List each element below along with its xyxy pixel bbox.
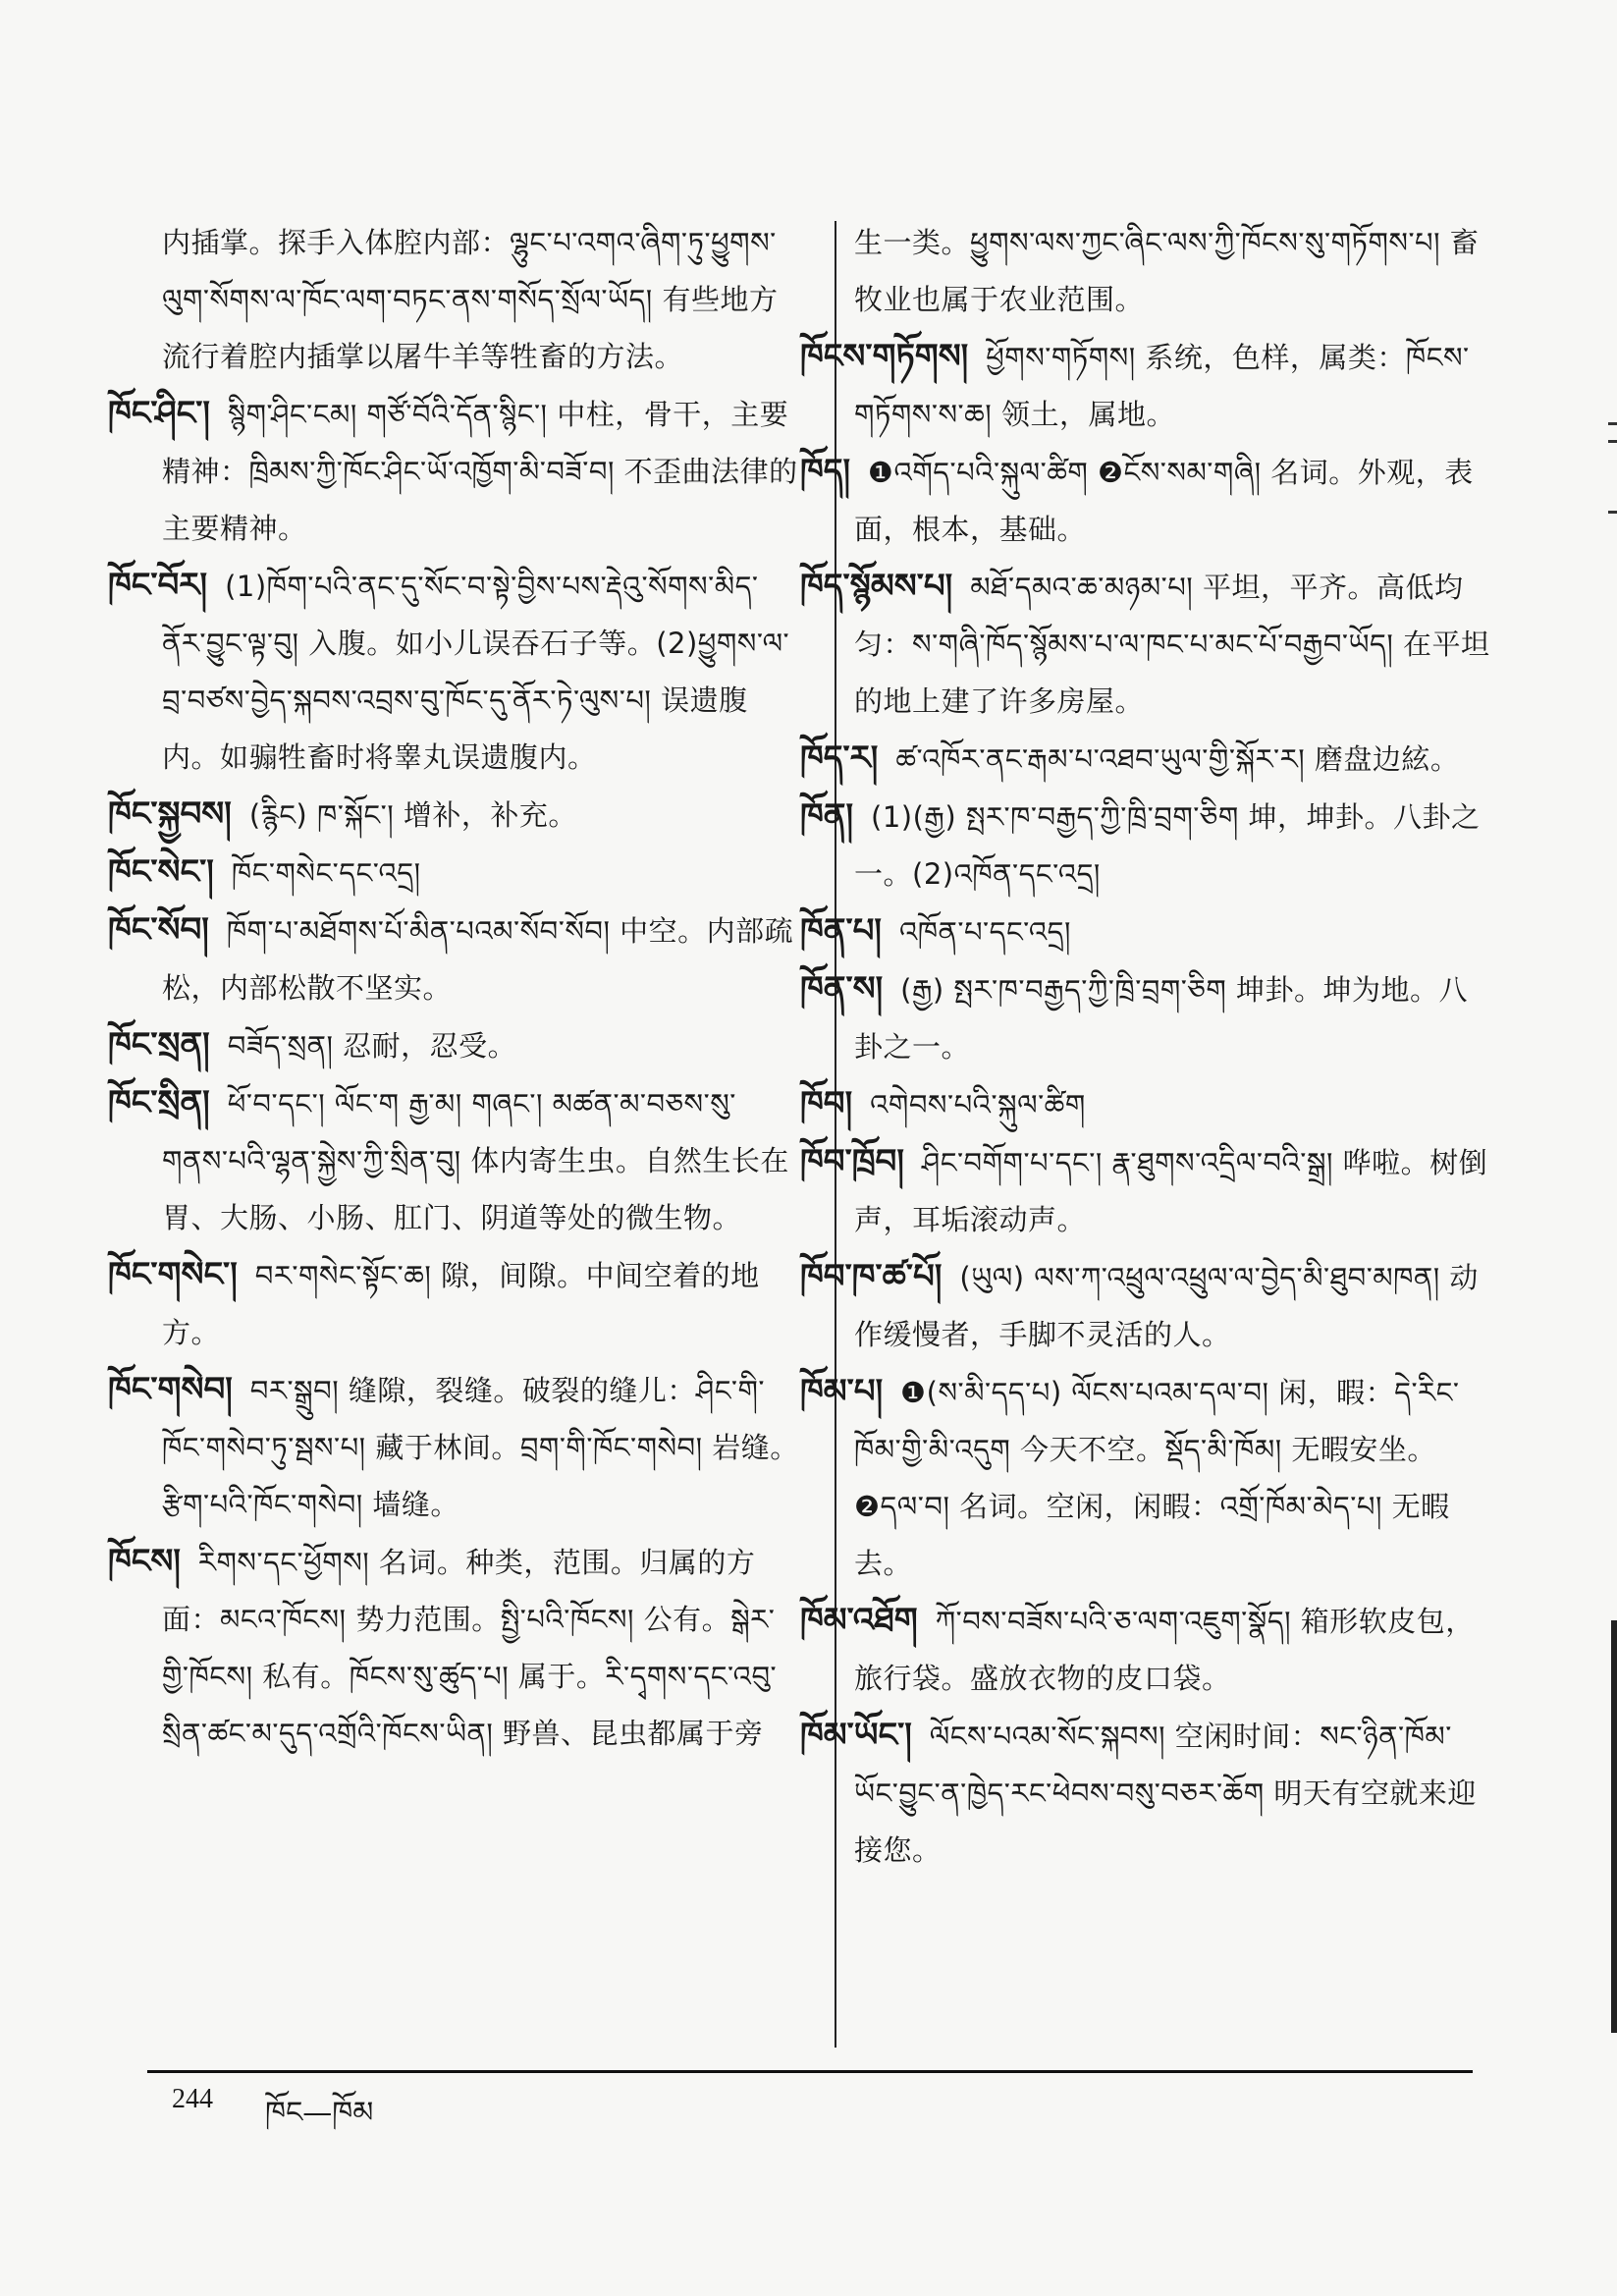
entry-definition: ཀོ་བས་བཟོས་པའི་ཅ་ལག་འཇུག་སྣོད། 箱形软皮包，旅行袋。盛放衣物的皮口袋。 [854,1605,1475,1695]
entry-headword: ཁོད་སྙོམས་པ། [800,567,953,606]
dictionary-entry [800,1075,1492,1133]
dictionary-entry [800,1363,1492,1592]
entry-definition: ❶(ས་མི་དད་པ) ལོངས་པའམ་དལ་བ། 闲，暇：དེ་རིང་ཁོམ་གྱི་མི་འདུག 今天不空。སྡོད་མི་ཁོམ། 无暇安坐。❷དལ་བ། 名词。空闲，闲暇：འགྲོ་ཁོམ་མེད་པ། 无暇去。 [854,1376,1460,1580]
dictionary-entry [800,1592,1492,1707]
dictionary-entry [108,786,800,844]
margin-mark [1608,422,1617,425]
entry-headword: ཁོན་ས། [800,969,884,1009]
entry-definition: (1)ཁོག་པའི་ནང་དུ་སོང་བ་སྟེ་བྱིས་པས་རྡེའུ་སོགས་མིད་ནོར་བྱུང་ལྟ་བུ། 入腹。如小儿误吞石子等。(2)ཕྱུགས་ལ་བྲ་བཙས་བྱེད་སྐབས་འབྲས་བུ་ཁོང་དུ་ནོར་ཏེ་ལུས་པ། 误遗腹内。如骟牲畜时将睾丸误遗腹内。 [162,570,790,774]
entry-headword: ཁོམ་ཡོང་། [800,1716,912,1755]
entry-definition: ❶འགོད་པའི་སྐུལ་ཚིག ❷ངོས་སམ་གཞི། 名词。外观，表面，根本，基础。 [854,456,1474,546]
entry-headword: ཁོན། [800,796,854,836]
dictionary-entry [108,1361,800,1533]
dictionary-entry [108,1246,800,1361]
dictionary-entry [162,214,800,385]
entry-definition: བཟོད་སྲན། 忍耐，忍受。 [227,1029,517,1063]
running-head: ཁོང—ཁོམ [265,2096,374,2130]
entry-definition: བར་སྒྲུབ། 缝隙，裂缝。破裂的缝儿：ཤིང་གི་ཁོང་གསེབ་ཏུ་སྦས་པ། 藏于林间。བྲག་གི་ཁོང་གསེབ། 岩缝。རྩིག་པའི་ཁོང་གསེབ། 墙缝。 [162,1374,799,1521]
dictionary-entry [108,1074,800,1246]
entry-definition: བར་གསེང་སྟོང་ཆ། 隙，间隙。中间空着的地方。 [162,1259,760,1349]
entry-headword: ཁོང་ཤིང་། [108,394,210,433]
margin-mark [1608,440,1617,443]
footer-rule [147,2070,1473,2073]
entry-definition: ཁོག་པ་མཐོགས་པོ་མིན་པའམ་སོབ་སོབ། 中空。内部疏松，内部松散不坚实。 [162,914,794,1005]
entry-headword: ཁོང་སྲན། [108,1025,210,1065]
entry-definition: ཕྱོགས་གཏོགས། 系统，色样，属类：ཁོངས་གཏོགས་ས་ཆ། 领土，属地。 [854,341,1470,431]
dictionary-entry [800,902,1492,960]
entry-definition: ཚ་འཁོར་ནང་རྒམ་པ་འཐབ་ཡུལ་གྱི་སྐོར་ར། 磨盘边絃。 [895,742,1460,776]
page-number: 244 [172,2084,213,2114]
entry-headword: ཁོང་སོབ། [108,910,209,950]
entry-definition: 内插掌。探手入体腔内部：ལྷུང་པ་འགའ་ཞིག་ཏུ་ཕྱུགས་ལུག་སོགས་ལ་ཁོང་ལག་བཏང་ནས་གསོད་སྲོལ་ཡོད། 有些地方流行着腔内插掌以屠牛羊等牲畜的方法。 [162,226,779,373]
entry-headword: ཁོང་སེང་། [108,852,214,892]
dictionary-entry [800,730,1492,788]
column-divider [835,221,836,2048]
dictionary-entry [854,214,1492,328]
entry-headword: ཁོན་པ། [800,911,882,951]
right-column [800,214,1492,1879]
dictionary-entry [108,1016,800,1074]
entry-definition: (ཡུལ) ལས་ཀ་འཕྲུལ་འཕྲུལ་ལ་བྱེད་མི་ཐུབ་མཁན། 动作缓慢者，手脚不灵活的人。 [854,1261,1479,1351]
entry-headword: ཁོམ་པ། [800,1372,884,1411]
entry-definition: འགེབས་པའི་སྐུལ་ཚིག [870,1088,1086,1121]
entry-headword: ཁོང་གསེབ། [108,1370,233,1409]
dictionary-entry [800,788,1492,902]
thumb-index-tab [1611,1620,1617,2033]
dictionary-entry [108,557,800,786]
dictionary-entry [800,328,1492,443]
entry-headword: ཁོབ་ཁྲོབ། [800,1142,904,1181]
entry-definition: ཁོང་གསེང་དང་འདྲ། [231,856,421,890]
entry-definition: (རྙིང) ཁ་སྐོང་། 增补，补充。 [248,798,577,832]
entry-definition: འཁོན་པ་དང་འདྲ། [898,915,1071,949]
entry-definition: (1)(རྒྱ) སྤར་ཁ་བརྒྱད་ཀྱི་ཁྲི་བྲག་ཅིག 坤，坤卦。八卦之一。(2)འཁོན་དང་འདྲ། [854,800,1481,891]
entry-definition: རིགས་དང་ཕྱོགས། 名词。种类，范围。归属的方面：མངའ་ཁོངས། 势力范围。སྤྱི་པའི་ཁོངས། 公有。སྒེར་གྱི་ཁོངས། 私有。ཁོངས་སུ་ཚུད་པ། 属于。རི་དྭགས་དང་འབུ་སྲིན་ཚང་མ་དུད་འགྲོའི་ཁོངས་ཡིན། 野兽、昆虫都属于旁 [162,1546,778,1750]
entry-headword: ཁོམ་འཐོག [800,1601,918,1640]
entry-definition: སྙིག་ཤིང་ངམ། གཙོ་བོའི་དོན་སྙིང་། 中柱，骨干，主要精神：ཁྲིམས་ཀྱི་ཁོང་ཤིང་ཡོ་འཁྱོག་མི་བཟོ་བ། 不歪曲法律的主要精神。 [162,398,798,545]
entry-headword: ཁོད་ར། [800,738,879,778]
entry-headword: ཁོངས། [108,1542,181,1581]
entry-headword: ཁོང་བོར། [108,566,208,605]
dictionary-entry [800,443,1492,558]
dictionary-entry [108,385,800,557]
entry-headword: ཁོང་སྐྱབས། [108,794,232,834]
dictionary-entry [800,960,1492,1075]
entry-definition: ཤིང་བགོག་པ་དང་། རྣ་ཐུགས་འདྲིལ་བའི་སྒྲ། 哗啦。树倒声，耳垢滚动声。 [854,1146,1488,1236]
dictionary-entry [108,844,800,902]
entry-headword: ཁོད། [800,452,851,491]
dictionary-entry [800,1707,1492,1879]
entry-headword: ཁོང་གསེང་། [108,1255,238,1294]
dictionary-entry [800,1133,1492,1248]
entry-definition: ལོངས་པའམ་སོང་སྐབས། 空闲时间：སང་ཉིན་ཁོམ་ཡོང་བྱུང་ན་ཁྱེད་རང་ཕེབས་བསུ་བཅར་ཆོག 明天有空就来迎接您。 [854,1720,1477,1867]
dictionary-entry [108,902,800,1016]
left-column [108,214,800,1762]
entry-headword: ཁོངས་གཏོགས། [800,337,969,376]
entry-definition: 生一类。ཕྱུགས་ལས་ཀྱང་ཞིང་ལས་ཀྱི་ཁོངས་སུ་གཏོགས་པ། 畜牧业也属于农业范围。 [854,226,1480,316]
dictionary-entry [108,1533,800,1762]
entry-headword: ཁོབ། [800,1084,853,1123]
entry-definition: ཕོ་བ་དང་། ལོང་ག རྒྱ་མ། གཞང་། མཚན་མ་བཅས་སུ་གནས་པའི་ལྷན་སྐྱེས་ཀྱི་སྲིན་བུ། 体内寄生虫。自然生长在胃、大肠、小肠、肛门、阴道等处的微生物。 [162,1087,789,1234]
dictionary-entry [800,558,1492,730]
entry-definition: (རྒྱ) སྤར་ཁ་བརྒྱད་ཀྱི་ཁྲི་བྲག་ཅིག 坤卦。坤为地。八卦之一。 [854,973,1468,1064]
margin-mark [1608,511,1617,514]
entry-headword: ཁོབ་ཁ་ཚ་པོ། [800,1257,943,1296]
dictionary-entry [800,1248,1492,1363]
entry-headword: ཁོང་སྲིན། [108,1083,210,1122]
entry-definition: མཐོ་དམའ་ཆ་མཉམ་པ། 平坦，平齐。高低均匀：ས་གཞི་ཁོད་སྙོམས་པ་ལ་ཁང་པ་མང་པོ་བརྒྱབ་ཡོད། 在平坦的地上建了许多房屋。 [854,571,1490,718]
